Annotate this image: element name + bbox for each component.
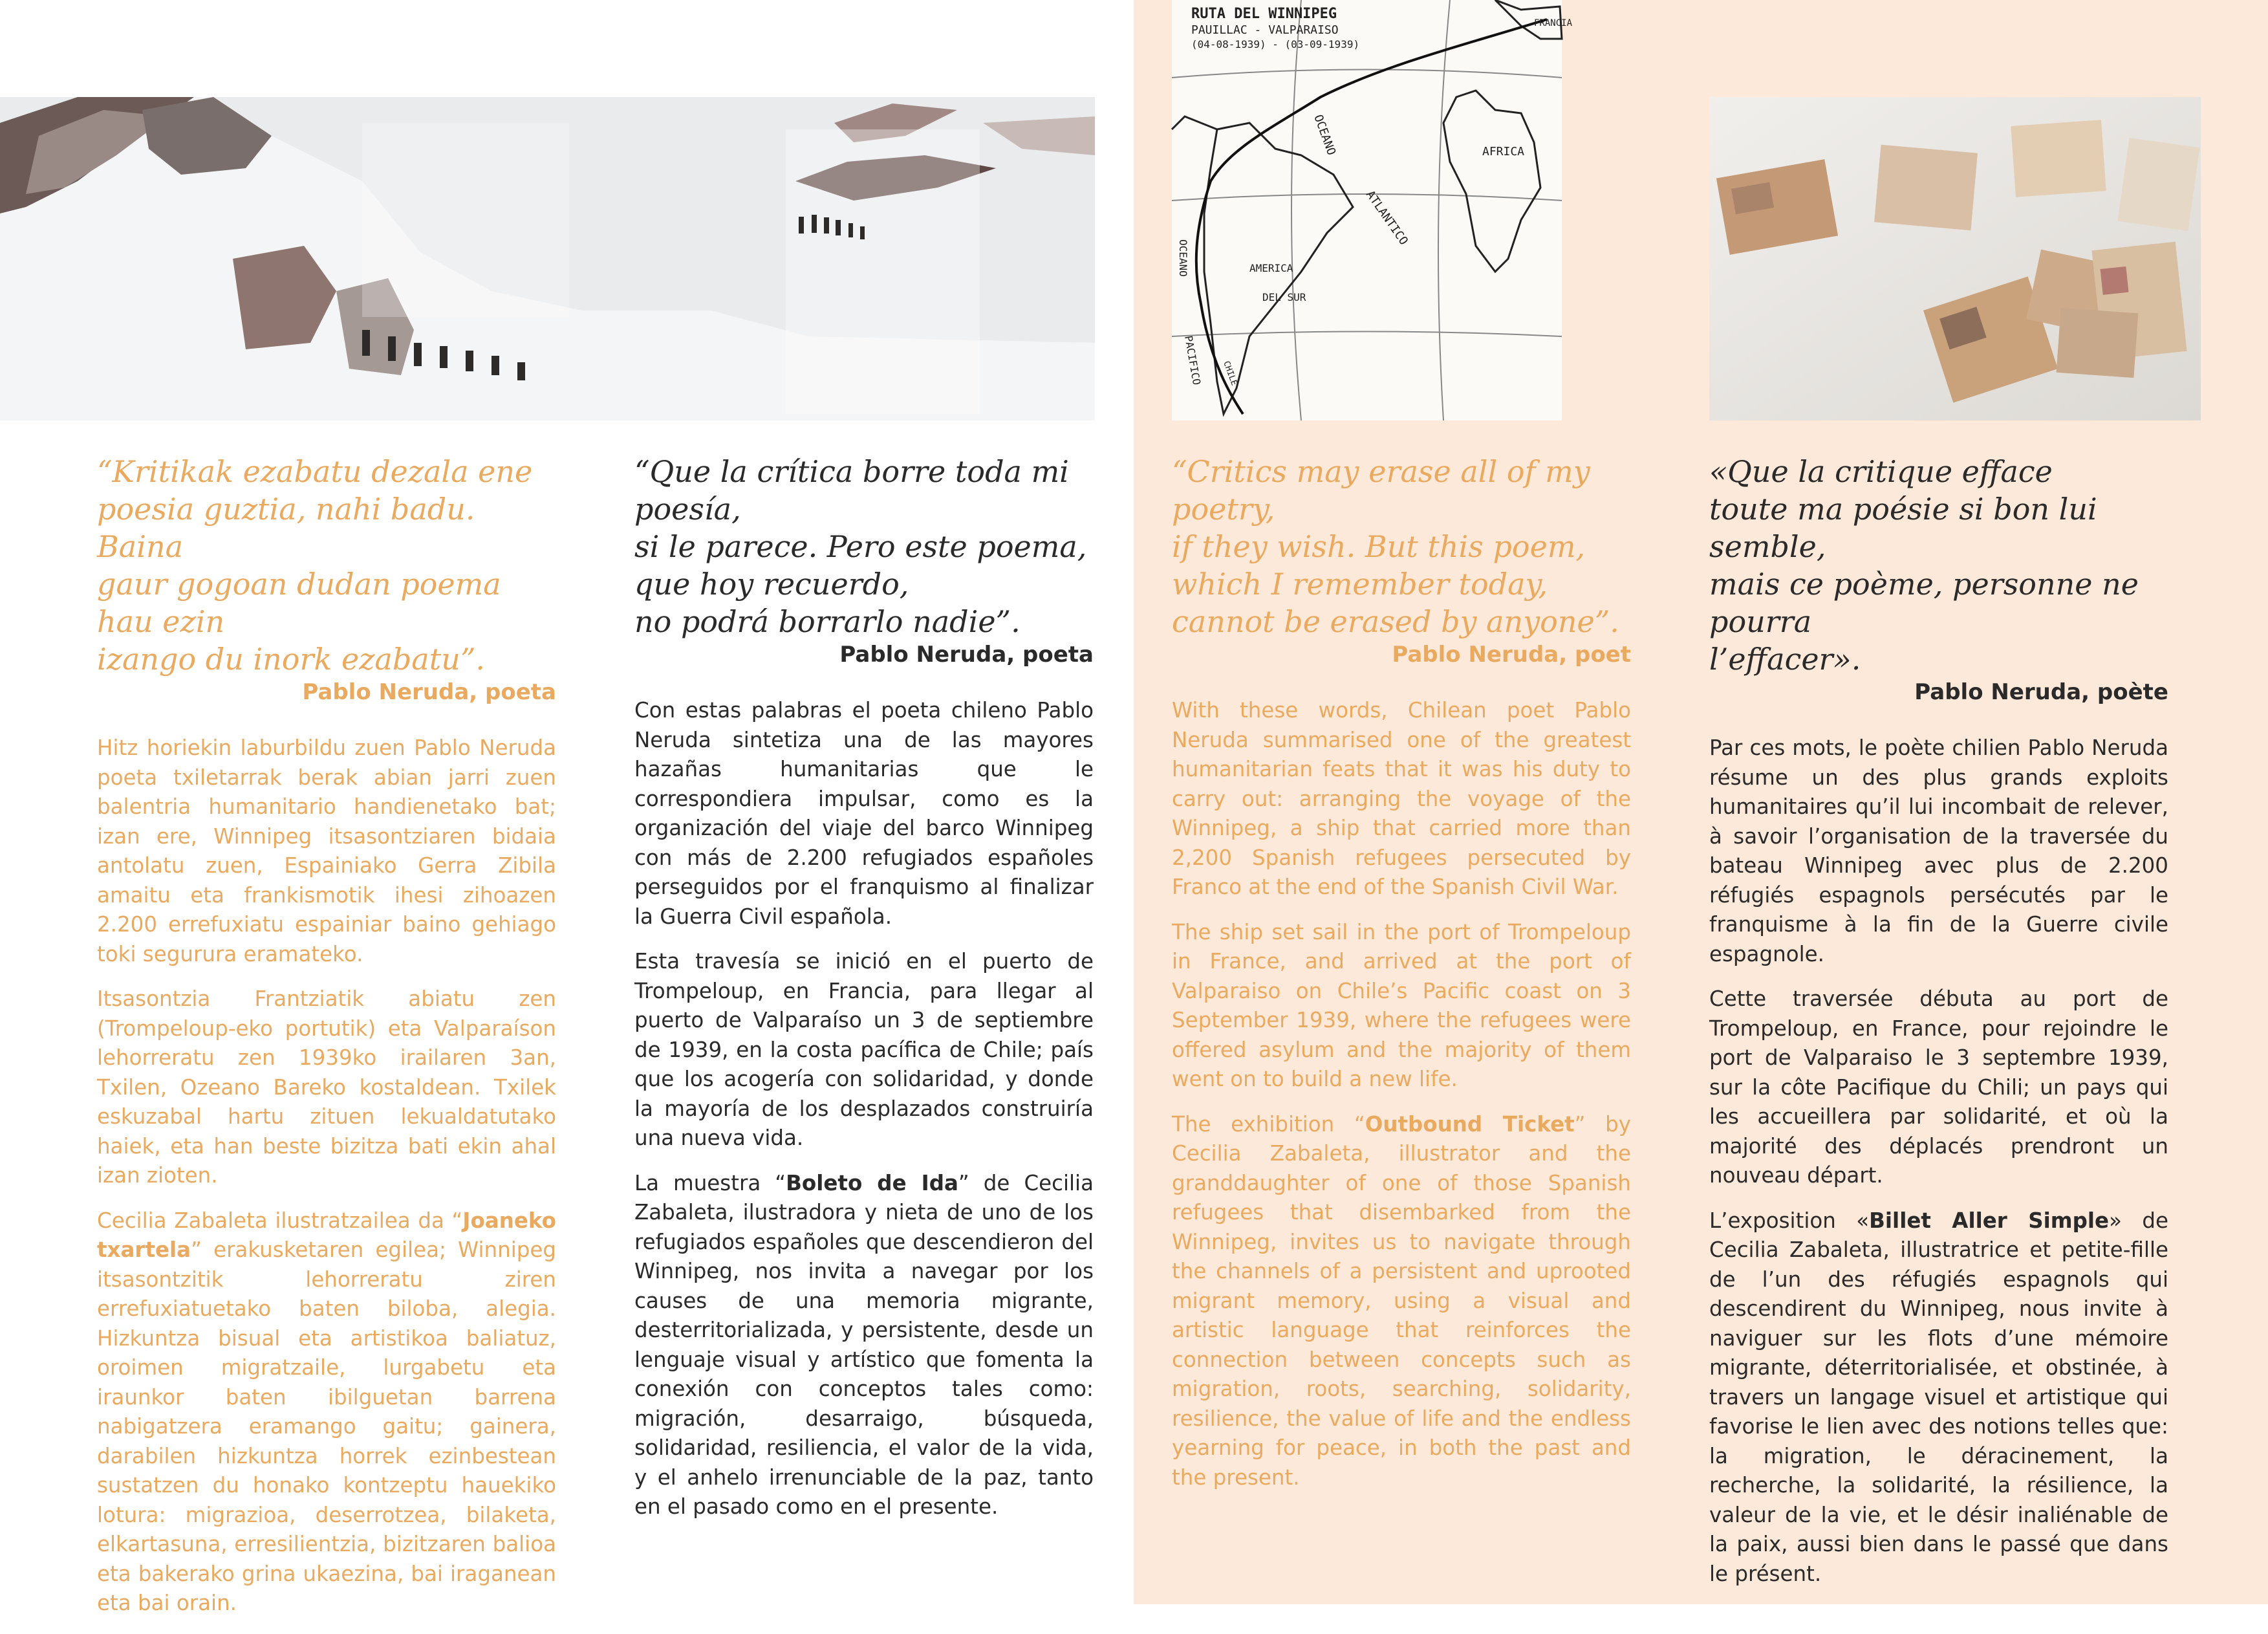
paragraph: The ship set sail in the port of Trompeloup in France, and arrived at the port of Valparaiso on Chile’s Pacific coast on 3 September 1939, where the refugees were offered asylum and the majority of them went on to build a new life. <box>1172 919 1631 1091</box>
quote-spanish: “Que la crítica borre toda mi poesía, si le parece. Pero este poema, que hoy recuerdo, no podrá borrarlo nadie”. <box>634 454 1087 639</box>
body-spanish <box>634 696 1094 1522</box>
documents-photo <box>1709 97 2201 420</box>
map-route: PAUILLAC - VALPARAISO <box>1191 23 1339 37</box>
paragraph: With these words, Chilean poet Pablo Neruda summarised one of the greatest humanitarian feats that it was his duty to carry out: arranging the voyage of the Winnipeg, a ship that carried more than 2,200 Spanish refugees persecuted by Franco at the end of the Spanish Civil War. <box>1172 698 1631 899</box>
body-french <box>1709 734 2168 1589</box>
paragraph: La muestra “Boleto de Ida” de Cecilia Zabaleta, ilustradora y nieta de uno de los refugiados españoles que descendieron del Winnipeg, nos invita a navegar por los causes de una memoria migrante, desterritorializada, y persistente, desde un lenguaje visual y artístico que fomenta la conexión con conceptos tales como: migración, desarraigo, búsqueda, solidaridad, resiliencia, el valor de la vida, y el anhelo irrenunciable de la paz, tanto en el pasado como en el presente. <box>634 1170 1094 1519</box>
paragraph: The exhibition “Outbound Ticket” by Cecilia Zabaleta, illustrator and the granddaughter of one of those Spanish refugees that disembarked from the Winnipeg, invites us to navigate through the channels of a persistent and uprooted migrant memory, using a visual and artistic language that reinforces the connection between concepts such as migration, roots, searching, solidarity, resilience, the value of life and the endless yearning for peace, in both the past and the present. <box>1172 1111 1631 1490</box>
exhibition-title: Boleto de Ida <box>786 1170 958 1195</box>
paragraph: L’exposition «Billet Aller Simple» de Cecilia Zabaleta, illustratrice et petite-fille de l’un des réfugiés espagnols qui descendirent du Winnipeg, nous invite à naviguer sur les flots d’une mémoire migrante, déterritorialisée, et obstinée, à travers un langage visuel et artistique qui favorise le lien avec des notions telles que: la migration, le déracinement, la recherche, la solidarité, la résilience, la valeur de la vie, et le désir inaliénable de la paix, aussi bien dans le passé que dans le présent. <box>1709 1208 2169 1586</box>
column-basque <box>97 453 556 1634</box>
map-label-oceano-left: OCEANO <box>1177 239 1189 277</box>
exhibition-title: Billet Aller Simple <box>1869 1208 2110 1233</box>
snow-mountain-photo <box>0 97 1095 420</box>
column-spanish <box>634 453 1094 1538</box>
map-label-africa: AFRICA <box>1482 145 1525 158</box>
map-label-pacifico: PACIFICO <box>1182 334 1204 386</box>
map-title: RUTA DEL WINNIPEG <box>1191 6 1337 22</box>
paragraph: Par ces mots, le poète chilien Pablo Neruda résume un des plus grands exploits humanitaires qu’il lui incombait de relever, à savoir l’organisation de la traversée du bateau Winnipeg avec plus de 2.200 réfugiés espagnols persécutés par le franquisme à la fin de la Guerre civile espagnole. <box>1709 735 2168 966</box>
paragraph: Cette traversée débuta au port de Trompeloup, en France, pour rejoindre le port de Valparaiso le 3 septembre 1939, sur la côte Pacifique du Chili; un pays qui les accueillera par solidarité, et où la majorité des déplacés prendront un nouveau départ. <box>1709 986 2168 1188</box>
map-label-atlantico: ATLANTICO <box>1363 188 1411 248</box>
paragraph: Cecilia Zabaleta ilustratzailea da “Joaneko txartela” erakusketaren egilea; Winnipeg itsasontzitik lehorreratu ziren errefuxiatuetako baten biloba, alegia. Hizkuntza bisual eta artistikoa baliatuz, oroimen migratzaile, lurgabetu eta iraunkor baten ibilguetan barrena nabigatzera eramango gaitu; gainera, darabilen hizkuntza horrek ezinbestean sustatzen du honako kontzeptu hauekiko lotura: migrazioa, deserrotzea, bilaketa, elkartasuna, erresilientzia, bizitzaren balioa eta bakerako grina ukaezina, bai iraganean eta bai orain. <box>97 1208 556 1615</box>
exhibition-title: Joaneko txartela <box>97 1208 556 1262</box>
attribution-spanish: Pablo Neruda, poeta <box>839 642 1094 668</box>
map-label-del-sur: DEL SUR <box>1262 291 1306 303</box>
column-english <box>1172 453 1631 1508</box>
body-basque <box>97 734 556 1618</box>
paragraph: Itsasontzia Frantziatik abiatu zen (Trompeloup-eko portutik) eta Valparaíson lehorreratu zen 1939ko irailaren 3an, Txilen, Ozeano Bareko kostaldean. Txilek eskuzabal hartu zituen lekualdatutako haiek, eta han beste bizitza bati ekin ahal izan zioten. <box>97 986 556 1188</box>
attribution-french: Pablo Neruda, poète <box>1914 679 2168 705</box>
route-map-image <box>1172 0 1573 420</box>
paragraph: Con estas palabras el poeta chileno Pablo Neruda sintetiza una de las mayores hazañas humanitarias que le correspondiera impulsar, como es la organización del viaje del barco Winnipeg con más de 2.200 refugiados españoles perseguidos por el franquismo al finalizar la Guerra Civil española. <box>634 698 1094 929</box>
paragraph: Esta travesía se inició en el puerto de Trompeloup, en Francia, para llegar al puerto de Valparaíso un 3 de septiembre de 1939, en la costa pacífica de Chile; país que los acogería con solidaridad, y donde la mayoría de los desplazados construiría una nueva vida. <box>634 949 1094 1150</box>
attribution-english: Pablo Neruda, poet <box>1392 642 1631 668</box>
paragraph: Hitz horiekin laburbildu zuen Pablo Neruda poeta txiletarrak berak abian jarri zuen balentria humanitario handienetako bat; izan ere, Winnipeg itsasontziaren bidaia antolatu zuen, Espainiako Gerra Zibila amaitu eta frankismotik ihesi zihoazen 2.200 errefuxiatu espainiar baino gehiago toki segurura eramateko. <box>97 735 556 966</box>
map-dates: (04-08-1939) - (03-09-1939) <box>1191 38 1360 50</box>
map-label-america: AMERICA <box>1249 262 1293 274</box>
quote-french: «Que la critique efface toute ma poésie si bon lui semble, mais ce poème, personne ne pourra l’effacer». <box>1709 454 2139 677</box>
map-label-chile: CHILE <box>1221 360 1239 387</box>
attribution-basque: Pablo Neruda, poeta <box>302 679 556 705</box>
column-french <box>1709 453 2168 1604</box>
exhibition-title: Outbound Ticket <box>1365 1111 1575 1137</box>
map-label-francia: FRANCIA <box>1534 18 1573 28</box>
map-label-oceano-upper: OCEANO <box>1311 113 1339 157</box>
body-english <box>1172 696 1631 1492</box>
quote-english: “Critics may erase all of my poetry, if they wish. But this poem, which I remember today, cannot be erased by anyone”. <box>1172 454 1619 639</box>
quote-basque: “Kritikak ezabatu dezala ene poesia guztia, nahi badu. Baina gaur gogoan dudan poema hau ezin izango du inork ezabatu”. <box>97 454 533 677</box>
